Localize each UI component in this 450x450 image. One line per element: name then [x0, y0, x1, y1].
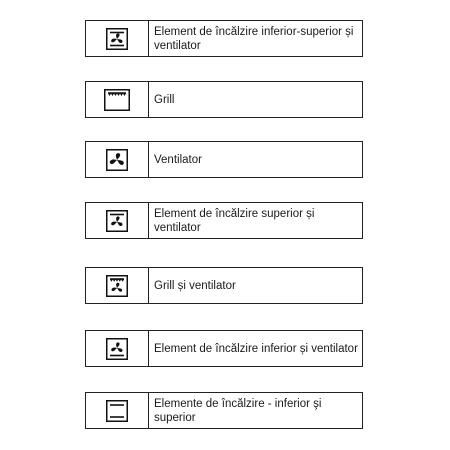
- icon-cell: [86, 331, 149, 366]
- icon-cell: [86, 203, 149, 238]
- row-label: Element de încălzire superior și ventilator: [154, 207, 315, 234]
- icon-cell: [86, 21, 149, 56]
- table-row: [85, 392, 363, 429]
- row-label: Element de încălzire inferior-superior și ventilator: [154, 25, 354, 52]
- table-row: [85, 141, 363, 178]
- table-row: [85, 267, 363, 304]
- bottom-heat-fan-icon: [106, 338, 128, 360]
- icon-cell: [86, 82, 149, 117]
- row-label: Grill: [154, 93, 175, 106]
- row-label: Ventilator: [154, 153, 202, 166]
- row-label: Grill și ventilator: [154, 279, 236, 292]
- row-label: Elemente de încălzire - inferior şi superior: [154, 397, 322, 424]
- fan-icon: [106, 149, 128, 171]
- bottom-top-heat-fan-icon: [106, 28, 128, 50]
- icon-cell: [86, 393, 149, 428]
- top-bottom-heat-icon: [106, 400, 128, 422]
- table-row: [85, 202, 363, 239]
- icon-cell: [86, 142, 149, 177]
- grill-fan-icon: [106, 275, 128, 297]
- table-row: [85, 81, 363, 118]
- icon-cell: [86, 268, 149, 303]
- top-heat-fan-icon: [106, 210, 128, 232]
- table-row: [85, 330, 363, 367]
- grill-icon: [104, 89, 130, 111]
- row-label: Element de încălzire inferior și ventilator: [154, 342, 358, 355]
- table-row: [85, 20, 363, 57]
